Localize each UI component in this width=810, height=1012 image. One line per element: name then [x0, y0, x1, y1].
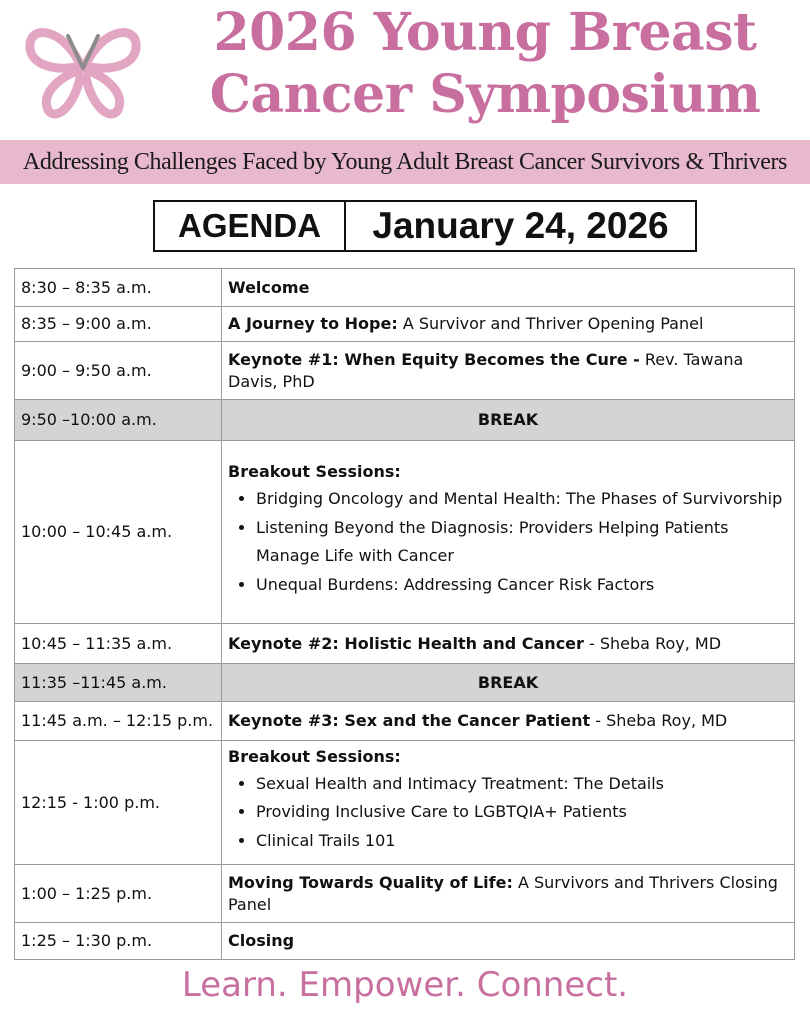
agenda-row-opening-panel: [15, 307, 795, 342]
agenda-row-keynote-2: [15, 624, 795, 664]
tagline: Learn. Empower. Connect.: [181, 965, 629, 1005]
event-title: [160, 2, 810, 126]
time-cell: 11:45 a.m. – 12:15 p.m.: [15, 702, 222, 741]
session-title: A Journey to Hope:: [228, 314, 398, 333]
time-cell: 9:00 – 9:50 a.m.: [15, 342, 222, 400]
time-cell: 11:35 –11:45 a.m.: [15, 664, 222, 702]
agenda-row-closing: [15, 923, 795, 960]
breakout-session-item: • Sexual Health and Intimacy Treatment: The Details: [256, 770, 788, 799]
session-detail: A Survivors and Thrivers Closing Panel: [228, 872, 778, 914]
break-label: BREAK: [222, 400, 795, 441]
session-title: Keynote #3: Sex and the Cancer Patient: [228, 711, 591, 730]
agenda-label: AGENDA: [155, 202, 346, 250]
time-cell: 9:50 –10:00 a.m.: [15, 400, 222, 441]
session-detail: A Survivor and Thriver Opening Panel: [402, 314, 704, 333]
agenda-row-breakout-2: [15, 741, 795, 865]
event-title-line-1: 2026 Young Breast: [213, 2, 757, 63]
title-cell: [222, 741, 795, 865]
breakout-session-item: • Providing Inclusive Care to LGBTQIA+ Patients: [256, 798, 788, 827]
session-detail: - Sheba Roy, MD: [589, 633, 722, 653]
subtitle: Addressing Challenges Faced by Young Adult Breast Cancer Survivors & Thrivers: [22, 148, 787, 175]
agenda-row-break: [15, 664, 795, 702]
session-title: Keynote #2: Holistic Health and Cancer: [228, 633, 584, 653]
time-cell: 8:35 – 9:00 a.m.: [15, 307, 222, 342]
agenda-row-breakout-1: [15, 441, 795, 624]
session-detail: - Sheba Roy, MD: [595, 711, 728, 730]
title-cell: [222, 923, 795, 960]
session-title: Breakout Sessions:: [228, 462, 401, 481]
time-cell: 8:30 – 8:35 a.m.: [15, 269, 222, 307]
agenda-row-keynote-1: [15, 342, 795, 400]
breakout-session-list: [228, 485, 788, 599]
subtitle-band: [0, 140, 810, 184]
session-title: Closing: [228, 931, 295, 950]
breakout-session-item: • Unequal Burdens: Addressing Cancer Risk Factors: [256, 571, 788, 600]
breakout-session-item: • Bridging Oncology and Mental Health: The Phases of Survivorship: [256, 485, 788, 514]
agenda-row-break: [15, 400, 795, 441]
event-title-line-2: Cancer Symposium: [209, 64, 761, 125]
agenda-row-closing-panel: [15, 865, 795, 923]
title-cell: [222, 307, 795, 342]
title-cell: [222, 624, 795, 664]
title-cell: [222, 441, 795, 624]
breakout-session-item: • Listening Beyond the Diagnosis: Providers Helping Patients Manage Life with Cancer: [256, 514, 788, 571]
break-label: BREAK: [222, 664, 795, 702]
time-cell: 1:25 – 1:30 p.m.: [15, 923, 222, 960]
time-cell: 10:45 – 11:35 a.m.: [15, 624, 222, 664]
session-detail: Rev. Tawana Davis, PhD: [228, 349, 744, 391]
title-cell: [222, 865, 795, 923]
breakout-session-list: [228, 770, 788, 856]
agenda-table: [14, 268, 795, 960]
agenda-date-box: [153, 200, 697, 252]
breakout-session-item: • Clinical Trails 101: [256, 827, 788, 856]
session-title: Moving Towards Quality of Life:: [228, 872, 513, 892]
time-cell: 12:15 - 1:00 p.m.: [15, 741, 222, 865]
title-cell: [222, 269, 795, 307]
title-cell: [222, 702, 795, 741]
time-cell: 1:00 – 1:25 p.m.: [15, 865, 222, 923]
butterfly-ribbon-icon: [22, 16, 144, 124]
agenda-row-welcome: [15, 269, 795, 307]
event-date: January 24, 2026: [372, 205, 669, 246]
title-cell: [222, 342, 795, 400]
time-cell: 10:00 – 10:45 a.m.: [15, 441, 222, 624]
session-title: Breakout Sessions:: [228, 746, 401, 766]
session-title: Keynote #1: When Equity Becomes the Cure -: [228, 349, 640, 369]
session-title: Welcome: [228, 277, 310, 297]
agenda-row-keynote-3: [15, 702, 795, 741]
